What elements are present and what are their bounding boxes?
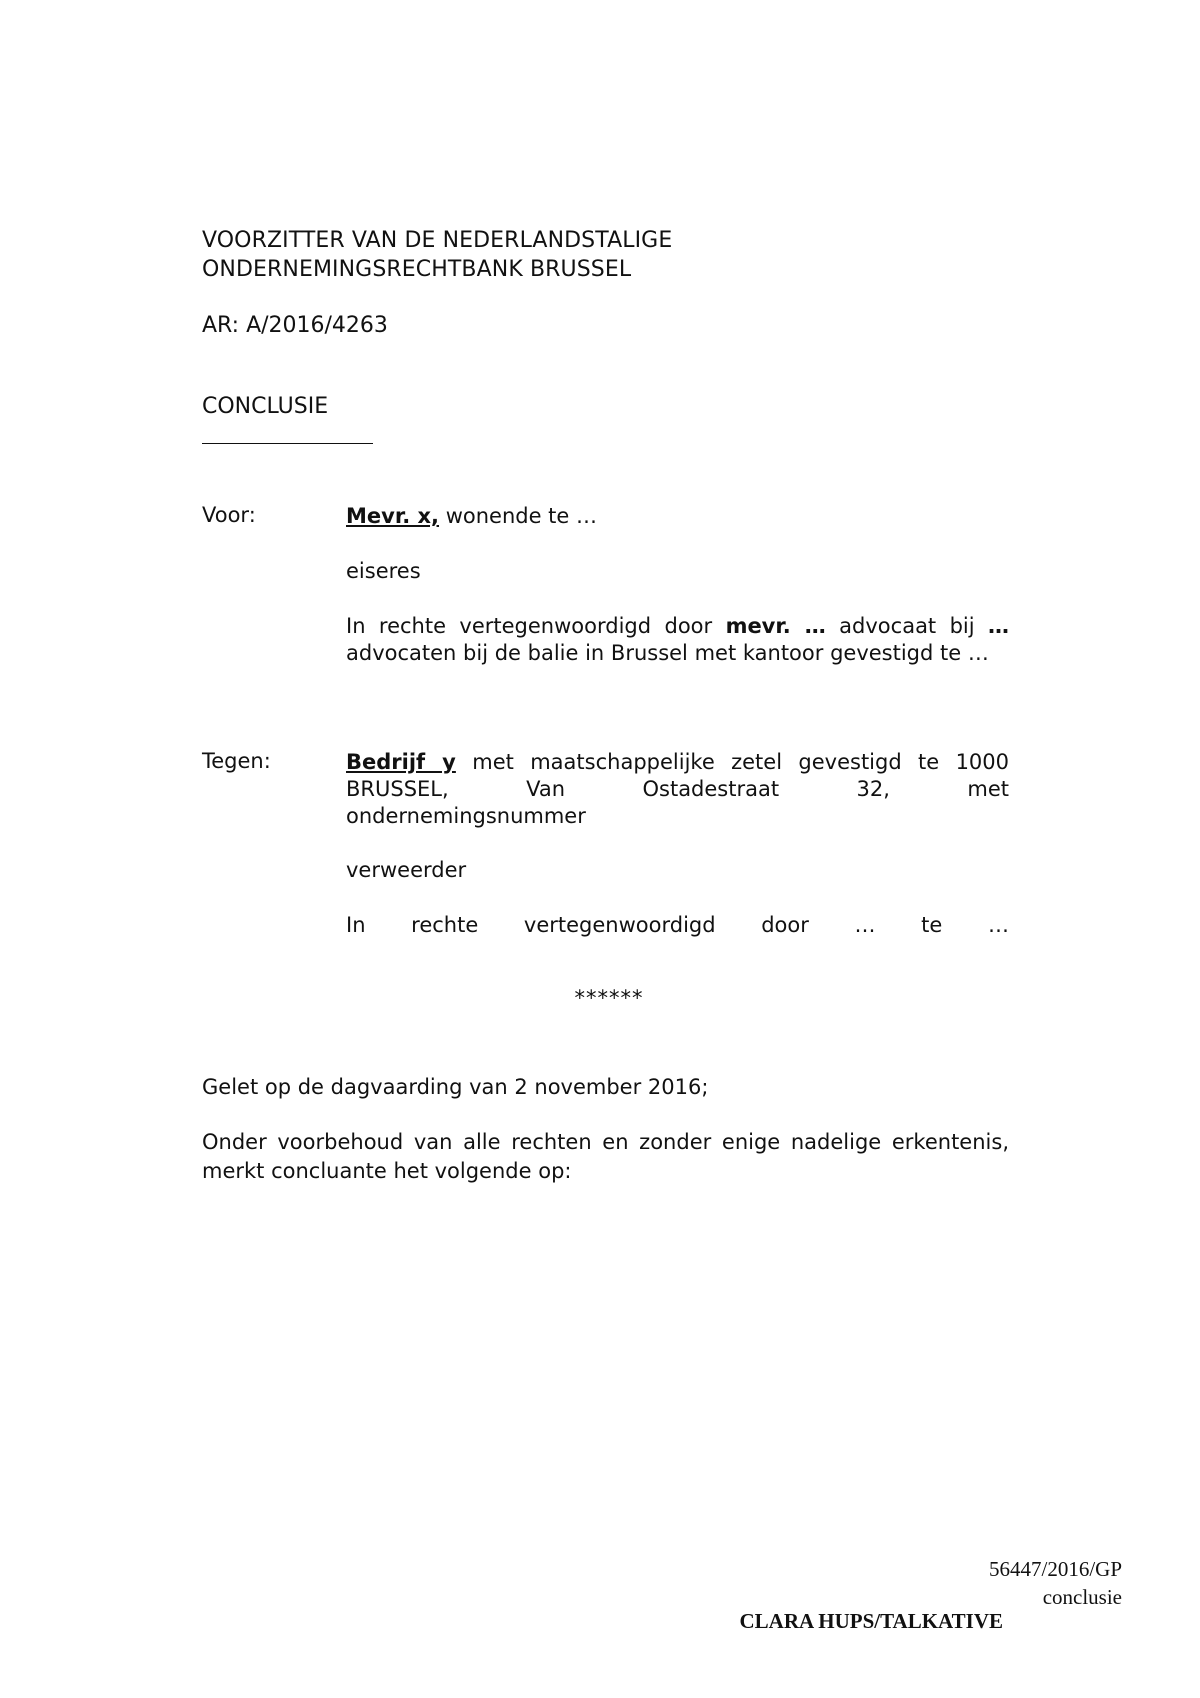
plaintiff-representation [346, 613, 1009, 667]
plaintiff-rep-name: mevr. … [725, 614, 826, 638]
court-name-line2: ONDERNEMINGSRECHTBANK BRUSSEL [202, 257, 632, 282]
plaintiff-rep-firm: … [988, 614, 1009, 638]
defendant-address-line2: BRUSSEL, Van Ostadestraat 32, met [346, 777, 1009, 801]
plaintiff-role: eiseres [346, 559, 421, 583]
defendant-name-line [346, 749, 1009, 776]
footer-firm: CLARA HUPS/TALKATIVE [739, 1609, 1003, 1633]
section-separator: ****** [574, 986, 644, 1010]
paragraph-reservation: Onder voorbehoud van alle rechten en zonder enige nadelige erkentenis, merkt concluante het volgende op: [202, 1130, 1009, 1183]
case-number: AR: A/2016/4263 [202, 313, 388, 338]
footer-reference-block [989, 1555, 1122, 1611]
footer-reference: 56447/2016/GP [988, 1557, 1122, 1581]
title-underline-divider [202, 443, 373, 444]
defendant-name: Bedrijf y [346, 750, 456, 774]
defendant-label: Tegen: [202, 749, 271, 773]
footer-doc-type: conclusie [1042, 1585, 1122, 1609]
plaintiff-address: wonende te … [439, 504, 598, 528]
defendant-representation: In rechte vertegenwoordigd door … te … [346, 913, 1009, 937]
defendant-role: verweerder [346, 858, 467, 882]
plaintiff-name-line [346, 503, 1009, 530]
plaintiff-rep-prefix: In rechte vertegenwoordigd door [346, 614, 726, 638]
defendant-address-line1: met maatschappelijke zetel gevestigd te 1000 [455, 750, 1010, 774]
court-name-line1: VOORZITTER VAN DE NEDERLANDSTALIGE [202, 228, 673, 253]
defendant-address-line3: ondernemingsnummer [346, 804, 586, 828]
plaintiff-name: Mevr. x, [346, 504, 440, 528]
plaintiff-rep-rest: advocaten bij de balie in Brussel met kantoor gevestigd te … [346, 641, 989, 665]
paragraph-summons: Gelet op de dagvaarding van 2 november 2016; [202, 1075, 709, 1099]
document-title: CONCLUSIE [202, 394, 329, 419]
plaintiff-rep-mid: advocaat bij [825, 614, 988, 638]
plaintiff-label: Voor: [202, 503, 256, 527]
